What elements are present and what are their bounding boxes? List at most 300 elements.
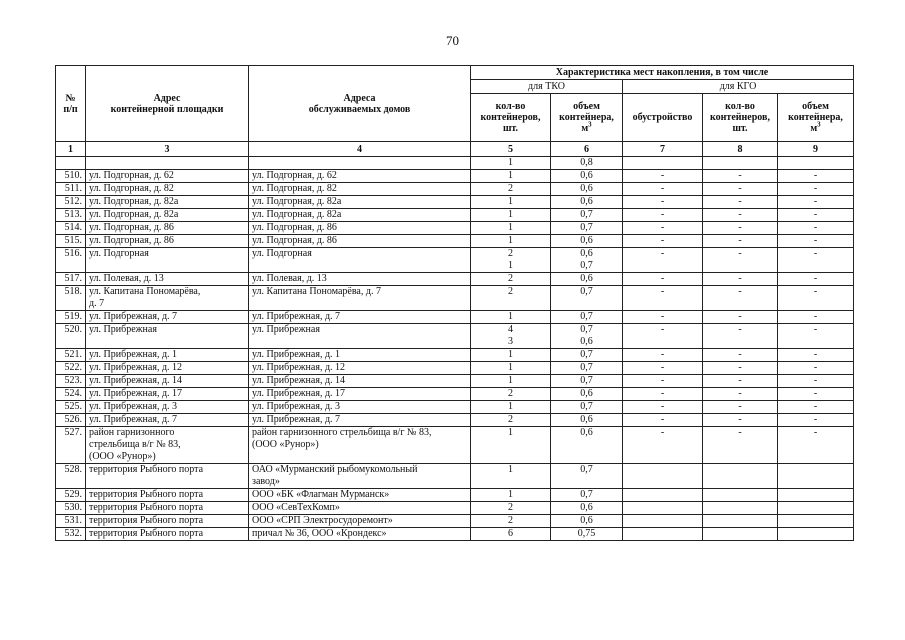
header-count-kgo: кол-во контейнеров, шт. (703, 94, 778, 142)
tko-container-volume (551, 362, 623, 375)
served-houses-line: причал № 36, ООО «Крондекс» (252, 528, 387, 539)
tko-container-count (471, 170, 551, 183)
table-row (56, 502, 854, 515)
header-volume (551, 94, 623, 142)
table-row (56, 388, 854, 401)
served-houses (249, 248, 471, 273)
container-site-address (86, 349, 249, 362)
table-row (56, 414, 854, 427)
row-number: 510. (56, 170, 86, 183)
container-site-address (86, 183, 249, 196)
row-number: 518. (56, 286, 86, 311)
container-site-address (86, 222, 249, 235)
tko-container-volume (551, 209, 623, 222)
container-site-address-line: ул. Прибрежная, д. 7 (89, 414, 178, 425)
served-houses-line: ул. Подгорная, д. 86 (252, 222, 337, 233)
kgo-container-count: - (703, 375, 778, 388)
kgo-container-volume (778, 502, 854, 515)
tko-container-volume-line: 0,7 (580, 362, 593, 373)
tko-container-count-line: 2 (508, 414, 513, 425)
kgo-container-volume: - (778, 286, 854, 311)
header-address (86, 66, 249, 142)
tko-container-count-line: 1 (508, 489, 513, 500)
container-site-address-line: ул. Подгорная, д. 82а (89, 196, 179, 207)
tko-container-count (471, 286, 551, 311)
tko-container-count-line: 1 (508, 209, 513, 220)
tko-container-count-line: 1 (508, 427, 513, 438)
tko-container-count (471, 349, 551, 362)
tko-container-count-line: 1 (508, 170, 513, 181)
kgo-container-volume: - (778, 235, 854, 248)
kgo-equipment: - (623, 209, 703, 222)
tko-container-volume (551, 349, 623, 362)
tko-container-volume-line: 0,7 (580, 209, 593, 220)
tko-container-volume (551, 464, 623, 489)
served-houses (249, 324, 471, 349)
container-site-address-line: ул. Капитана Пономарёва, (89, 286, 201, 297)
served-houses-line: ул. Подгорная, д. 82а (252, 209, 342, 220)
container-site-address-line: ул. Прибрежная, д. 3 (89, 401, 178, 412)
tko-container-volume-line: 0,7 (580, 489, 593, 500)
served-houses-line: ул. Подгорная, д. 82а (252, 196, 342, 207)
tko-container-count-line: 3 (508, 336, 513, 347)
col-number-6: 6 (551, 142, 623, 157)
kgo-container-volume: - (778, 273, 854, 286)
header-address-line1: Адрес (153, 92, 181, 104)
header-volume-kgo (778, 94, 854, 142)
container-site-address-line: территория Рыбного порта (89, 502, 204, 513)
kgo-equipment (623, 157, 703, 170)
served-houses (249, 528, 471, 541)
container-site-address (86, 209, 249, 222)
tko-container-volume (551, 528, 623, 541)
container-site-address-line: ул. Подгорная, д. 86 (89, 235, 174, 246)
kgo-equipment: - (623, 388, 703, 401)
kgo-container-volume (778, 528, 854, 541)
container-site-address-line: (ООО «Рунор») (89, 451, 156, 462)
kgo-container-count (703, 157, 778, 170)
table-row (56, 528, 854, 541)
kgo-equipment (623, 515, 703, 528)
header-volume-unit: м (581, 123, 589, 134)
row-number: 513. (56, 209, 86, 222)
served-houses-line: ул. Прибрежная, д. 12 (252, 362, 346, 373)
served-houses-line: (ООО «Рунор») (252, 439, 319, 450)
table-row (56, 170, 854, 183)
tko-container-count-line: 1 (508, 311, 513, 322)
header-volume-kgo-unit: м (810, 123, 818, 134)
col-number-7: 7 (623, 142, 703, 157)
kgo-container-count: - (703, 196, 778, 209)
header-houses-line2: обслуживаемых домов (308, 103, 411, 115)
container-site-address-line: стрельбища в/г № 83, (89, 439, 181, 450)
container-site-address-line: ул. Прибрежная, д. 1 (89, 349, 178, 360)
row-number: 512. (56, 196, 86, 209)
kgo-container-volume (778, 464, 854, 489)
tko-container-count-line: 1 (508, 362, 513, 373)
header-volume-kgo-sup: 3 (817, 120, 821, 129)
served-houses (249, 209, 471, 222)
tko-container-count-line: 2 (508, 502, 513, 513)
table-body (56, 157, 854, 541)
table-row (56, 324, 854, 349)
tko-container-count (471, 311, 551, 324)
served-houses (249, 157, 471, 170)
header-no-abbr: п/п (63, 103, 78, 115)
tko-container-count (471, 209, 551, 222)
header-volume-label: объем контейнера, (559, 101, 614, 123)
served-houses-line (252, 157, 467, 169)
served-houses-line: район гарнизонного стрельбища в/г № 83, (252, 427, 432, 438)
header-volume-kgo-label: объем контейнера, (788, 101, 843, 123)
row-number: 530. (56, 502, 86, 515)
tko-container-volume-line: 0,75 (577, 528, 596, 539)
tko-container-count (471, 489, 551, 502)
row-number: 521. (56, 349, 86, 362)
table-row (56, 157, 854, 170)
tko-container-count (471, 528, 551, 541)
container-site-address (86, 170, 249, 183)
header-houses (249, 66, 471, 142)
container-site-address-line: ул. Полевая, д. 13 (89, 273, 164, 284)
tko-container-volume (551, 222, 623, 235)
col-number-1: 1 (56, 142, 86, 157)
container-site-address-line: ул. Подгорная (89, 248, 149, 259)
tko-container-count-line: 4 (508, 324, 513, 335)
table-row (56, 222, 854, 235)
served-houses-line: ООО «СевТехКомп» (252, 502, 340, 513)
kgo-container-volume: - (778, 170, 854, 183)
container-site-address-line: ул. Подгорная, д. 82 (89, 183, 174, 194)
container-site-address-line: район гарнизонного (89, 427, 175, 438)
row-number: 528. (56, 464, 86, 489)
served-houses-line: ул. Подгорная, д. 62 (252, 170, 337, 181)
kgo-container-count: - (703, 286, 778, 311)
served-houses-line: ООО «СРП Электросудоремонт» (252, 515, 393, 526)
kgo-equipment: - (623, 286, 703, 311)
container-site-address (86, 286, 249, 311)
tko-container-volume (551, 248, 623, 273)
header-group-title: Характеристика мест накопления, в том числе (471, 66, 854, 80)
tko-container-volume (551, 489, 623, 502)
table-row (56, 489, 854, 502)
kgo-container-volume: - (778, 427, 854, 464)
container-site-address-line: территория Рыбного порта (89, 528, 204, 539)
kgo-container-count (703, 515, 778, 528)
kgo-container-volume: - (778, 349, 854, 362)
served-houses (249, 235, 471, 248)
tko-container-count-line: 1 (508, 260, 513, 271)
kgo-equipment: - (623, 349, 703, 362)
served-houses (249, 286, 471, 311)
container-site-address (86, 196, 249, 209)
served-houses (249, 464, 471, 489)
kgo-equipment: - (623, 375, 703, 388)
served-houses (249, 388, 471, 401)
container-site-address (86, 464, 249, 489)
kgo-container-count: - (703, 427, 778, 464)
tko-container-count (471, 515, 551, 528)
kgo-equipment: - (623, 362, 703, 375)
served-houses-line: завод» (252, 476, 280, 487)
header-count: кол-во контейнеров, шт. (471, 94, 551, 142)
container-site-address-line: ул. Прибрежная, д. 12 (89, 362, 183, 373)
kgo-equipment: - (623, 222, 703, 235)
served-houses-line: ул. Капитана Пономарёва, д. 7 (252, 286, 381, 297)
container-site-address-line: территория Рыбного порта (89, 489, 204, 500)
header-volume-sup: 3 (588, 120, 592, 129)
table-row (56, 375, 854, 388)
served-houses (249, 183, 471, 196)
kgo-equipment (623, 489, 703, 502)
container-site-address (86, 362, 249, 375)
tko-container-count-line: 2 (508, 183, 513, 194)
row-number: 517. (56, 273, 86, 286)
served-houses-line: ул. Подгорная, д. 86 (252, 235, 337, 246)
tko-container-count (471, 235, 551, 248)
container-site-address-line: ул. Подгорная, д. 62 (89, 170, 174, 181)
container-site-address-line: территория Рыбного порта (89, 464, 204, 475)
container-site-address (86, 375, 249, 388)
container-site-address (86, 311, 249, 324)
tko-container-count-line: 1 (508, 375, 513, 386)
tko-container-volume (551, 375, 623, 388)
kgo-equipment: - (623, 324, 703, 349)
tko-container-volume (551, 311, 623, 324)
tko-container-count (471, 427, 551, 464)
kgo-equipment: - (623, 401, 703, 414)
kgo-container-count: - (703, 170, 778, 183)
tko-container-count (471, 464, 551, 489)
table-row (56, 362, 854, 375)
row-number: 525. (56, 401, 86, 414)
tko-container-count (471, 388, 551, 401)
container-site-address (86, 273, 249, 286)
tko-container-volume (551, 273, 623, 286)
kgo-container-volume (778, 157, 854, 170)
row-number: 516. (56, 248, 86, 273)
served-houses (249, 375, 471, 388)
kgo-container-count (703, 489, 778, 502)
container-site-address-line: ул. Прибрежная, д. 14 (89, 375, 183, 386)
tko-container-count-line: 2 (508, 515, 513, 526)
served-houses-line: ул. Прибрежная, д. 7 (252, 311, 341, 322)
tko-container-count-line: 1 (508, 401, 513, 412)
tko-container-volume (551, 388, 623, 401)
kgo-container-count: - (703, 362, 778, 375)
row-number: 527. (56, 427, 86, 464)
kgo-container-volume: - (778, 248, 854, 273)
served-houses (249, 196, 471, 209)
tko-container-count-line: 2 (508, 273, 513, 284)
header-equipment: обустройство (623, 94, 703, 142)
container-site-address (86, 157, 249, 170)
row-number: 519. (56, 311, 86, 324)
tko-container-volume-line: 0,7 (580, 349, 593, 360)
served-houses (249, 401, 471, 414)
container-site-address (86, 235, 249, 248)
tko-container-volume-line: 0,7 (580, 222, 593, 233)
served-houses (249, 362, 471, 375)
tko-container-volume-line: 0,7 (580, 375, 593, 386)
tko-container-volume-line: 0,6 (580, 248, 593, 259)
kgo-container-count (703, 528, 778, 541)
row-number: 515. (56, 235, 86, 248)
header-houses-line1: Адреса (343, 92, 376, 104)
kgo-equipment: - (623, 273, 703, 286)
tko-container-count-line: 6 (508, 528, 513, 539)
kgo-container-volume: - (778, 388, 854, 401)
served-houses-line: ул. Подгорная, д. 82 (252, 183, 337, 194)
served-houses-line: ул. Прибрежная, д. 3 (252, 401, 341, 412)
header-no-symbol: № (65, 92, 76, 104)
tko-container-count (471, 324, 551, 349)
kgo-container-count: - (703, 209, 778, 222)
kgo-container-volume: - (778, 222, 854, 235)
tko-container-volume (551, 414, 623, 427)
kgo-container-count: - (703, 324, 778, 349)
kgo-container-count (703, 464, 778, 489)
row-number: 526. (56, 414, 86, 427)
served-houses-line: ул. Прибрежная, д. 1 (252, 349, 341, 360)
served-houses (249, 222, 471, 235)
tko-container-volume (551, 235, 623, 248)
tko-container-count-line: 2 (508, 248, 513, 259)
kgo-container-count: - (703, 401, 778, 414)
kgo-equipment: - (623, 183, 703, 196)
row-number: 523. (56, 375, 86, 388)
served-houses (249, 414, 471, 427)
row-number (56, 157, 86, 170)
row-number: 524. (56, 388, 86, 401)
container-site-address-line: территория Рыбного порта (89, 515, 204, 526)
table-row (56, 464, 854, 489)
tko-container-volume (551, 324, 623, 349)
kgo-container-volume: - (778, 401, 854, 414)
container-site-address (86, 248, 249, 273)
kgo-container-volume: - (778, 375, 854, 388)
kgo-container-count: - (703, 388, 778, 401)
row-number: 522. (56, 362, 86, 375)
tko-container-volume-line: 0,6 (580, 502, 593, 513)
container-site-address (86, 427, 249, 464)
container-site-address (86, 401, 249, 414)
tko-container-volume-line: 0,6 (580, 196, 593, 207)
container-site-address-line (89, 157, 245, 169)
header-no (56, 66, 86, 142)
tko-container-volume-line: 0,6 (580, 273, 593, 284)
tko-container-volume-line: 0,6 (580, 235, 593, 246)
header-kgo: для КГО (623, 80, 854, 94)
container-site-address-line: ул. Подгорная, д. 82а (89, 209, 179, 220)
kgo-equipment: - (623, 427, 703, 464)
tko-container-volume-line: 0,6 (580, 170, 593, 181)
tko-container-volume-line: 0,7 (580, 286, 593, 297)
tko-container-volume-line: 0,7 (580, 464, 593, 475)
col-number-9: 9 (778, 142, 854, 157)
container-site-address-line: ул. Прибрежная (89, 324, 157, 335)
kgo-equipment: - (623, 414, 703, 427)
tko-container-volume-line: 0,6 (580, 388, 593, 399)
row-number: 511. (56, 183, 86, 196)
kgo-container-count: - (703, 248, 778, 273)
served-houses-line: ООО «БК «Флагман Мурманск» (252, 489, 390, 500)
served-houses (249, 515, 471, 528)
table-row (56, 235, 854, 248)
table-row (56, 311, 854, 324)
col-number-5: 5 (471, 142, 551, 157)
table-row (56, 183, 854, 196)
tko-container-count (471, 248, 551, 273)
kgo-container-volume (778, 515, 854, 528)
kgo-container-count: - (703, 349, 778, 362)
tko-container-volume (551, 286, 623, 311)
tko-container-count (471, 414, 551, 427)
served-houses (249, 489, 471, 502)
kgo-container-count: - (703, 183, 778, 196)
served-houses (249, 349, 471, 362)
tko-container-volume (551, 427, 623, 464)
tko-container-volume (551, 401, 623, 414)
tko-container-volume-line: 0,6 (580, 183, 593, 194)
container-site-address (86, 414, 249, 427)
tko-container-volume-line: 0,6 (580, 515, 593, 526)
kgo-container-count: - (703, 235, 778, 248)
tko-container-count (471, 375, 551, 388)
kgo-container-volume: - (778, 414, 854, 427)
served-houses (249, 502, 471, 515)
served-houses-line: ул. Прибрежная, д. 14 (252, 375, 346, 386)
header-address-line2: контейнерной площадки (110, 103, 224, 115)
tko-container-volume (551, 502, 623, 515)
kgo-container-volume: - (778, 362, 854, 375)
row-number: 514. (56, 222, 86, 235)
kgo-container-volume: - (778, 311, 854, 324)
tko-container-count (471, 362, 551, 375)
tko-container-volume-line: 0,6 (580, 414, 593, 425)
kgo-container-volume: - (778, 209, 854, 222)
tko-container-count-line: 1 (508, 235, 513, 246)
served-houses-line: ул. Прибрежная (252, 324, 320, 335)
kgo-equipment (623, 464, 703, 489)
served-houses-line: ул. Подгорная (252, 248, 312, 259)
col-number-8: 8 (703, 142, 778, 157)
container-site-address (86, 388, 249, 401)
kgo-equipment: - (623, 235, 703, 248)
container-site-address (86, 515, 249, 528)
served-houses-line: ул. Прибрежная, д. 17 (252, 388, 346, 399)
tko-container-volume-line: 0,7 (580, 311, 593, 322)
tko-container-volume-line: 0,8 (580, 157, 593, 168)
tko-container-volume (551, 196, 623, 209)
tko-container-volume (551, 183, 623, 196)
kgo-container-count: - (703, 311, 778, 324)
served-houses (249, 311, 471, 324)
kgo-equipment: - (623, 196, 703, 209)
tko-container-volume-line: 0,7 (580, 401, 593, 412)
tko-container-count-line: 1 (508, 349, 513, 360)
tko-container-count (471, 183, 551, 196)
container-site-address-line: ул. Прибрежная, д. 17 (89, 388, 183, 399)
table-row (56, 427, 854, 464)
container-sites-table (55, 65, 854, 541)
container-site-address (86, 502, 249, 515)
kgo-container-volume: - (778, 183, 854, 196)
kgo-container-volume: - (778, 324, 854, 349)
table-row (56, 248, 854, 273)
tko-container-count (471, 401, 551, 414)
tko-container-volume (551, 157, 623, 170)
